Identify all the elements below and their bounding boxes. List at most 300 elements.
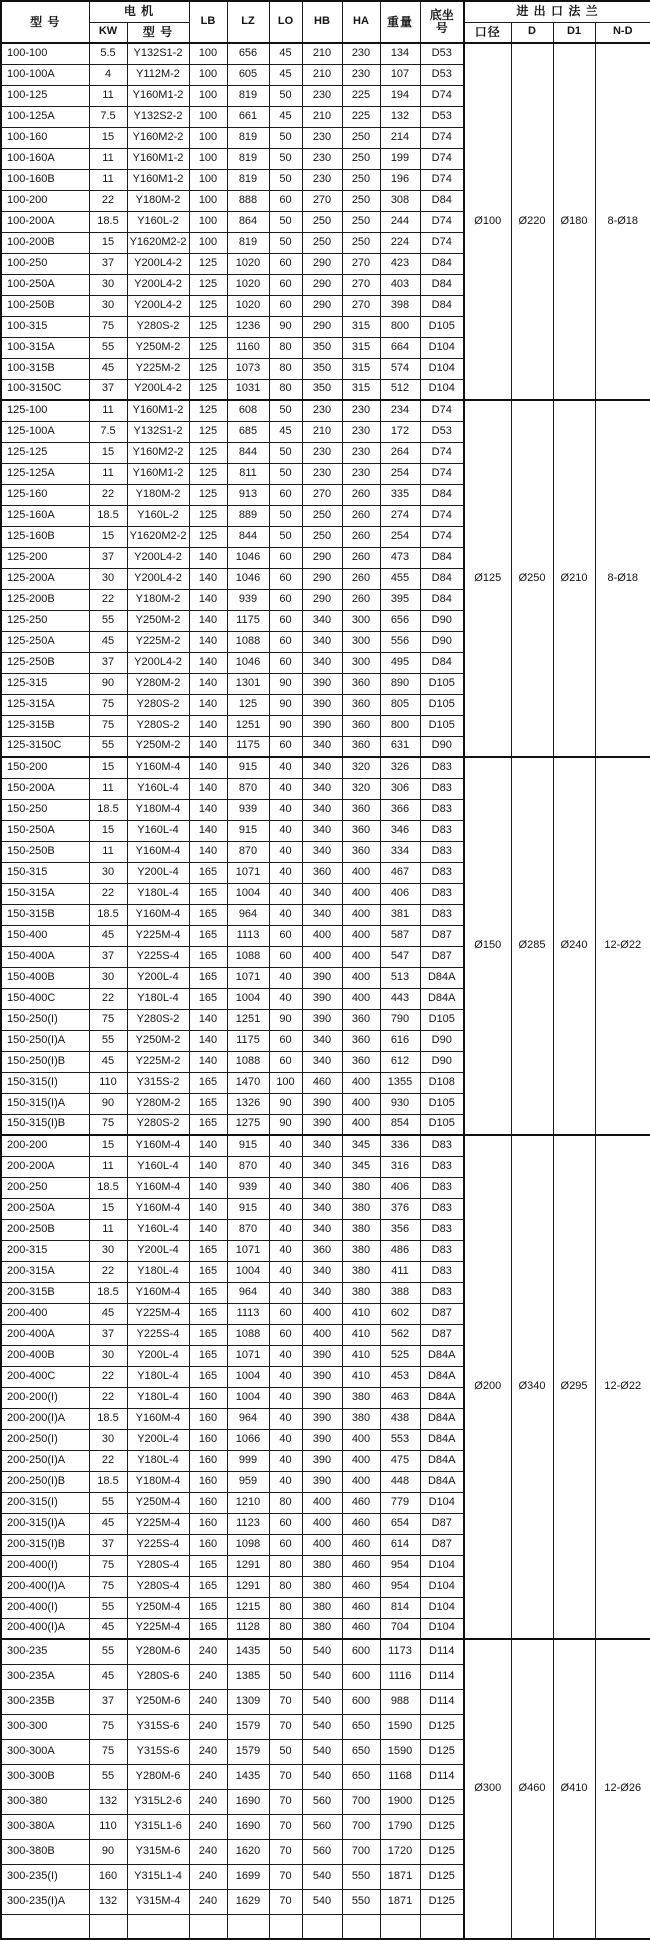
cell-model: 300-300A bbox=[1, 1739, 89, 1764]
cell-lz: 1088 bbox=[227, 946, 269, 967]
cell-lz: 1098 bbox=[227, 1534, 269, 1555]
cell-lz: 1020 bbox=[227, 295, 269, 316]
cell-kw: 75 bbox=[89, 316, 127, 337]
cell-base: D74 bbox=[420, 148, 464, 169]
cell-hb: 390 bbox=[302, 1366, 342, 1387]
cell-kw: 75 bbox=[89, 694, 127, 715]
cell-ha: 270 bbox=[342, 253, 380, 274]
cell-weight: 224 bbox=[380, 232, 420, 253]
cell-kw: 37 bbox=[89, 253, 127, 274]
cell-model: 100-200B bbox=[1, 232, 89, 253]
cell-model: 150-400C bbox=[1, 988, 89, 1009]
cell-lz: 1128 bbox=[227, 1618, 269, 1639]
cell-model: 200-250 bbox=[1, 1177, 89, 1198]
cell-motor-model: Y160L-2 bbox=[127, 211, 189, 232]
cell-base: D104 bbox=[420, 1492, 464, 1513]
flange-caliber: Ø200 bbox=[464, 1135, 511, 1639]
cell-lo: 50 bbox=[269, 148, 302, 169]
cell-lb: 240 bbox=[189, 1739, 227, 1764]
cell-lb: 160 bbox=[189, 1408, 227, 1429]
cell-kw: 45 bbox=[89, 925, 127, 946]
col-header-base-line1: 底坐 bbox=[429, 7, 454, 22]
cell-weight: 308 bbox=[380, 190, 420, 211]
cell-kw: 75 bbox=[89, 1114, 127, 1135]
cell-lz: 1251 bbox=[227, 1009, 269, 1030]
cell-motor-model: Y132S1-2 bbox=[127, 421, 189, 442]
cell-lo: 40 bbox=[269, 799, 302, 820]
cell-ha: 400 bbox=[342, 1093, 380, 1114]
flange-d: Ø285 bbox=[511, 757, 553, 1135]
cell-lz: 125 bbox=[227, 694, 269, 715]
cell-lb: 240 bbox=[189, 1889, 227, 1914]
cell-kw: 18.5 bbox=[89, 1408, 127, 1429]
cell-weight: 453 bbox=[380, 1366, 420, 1387]
cell-hb: 540 bbox=[302, 1714, 342, 1739]
cell-lb: 125 bbox=[189, 379, 227, 400]
cell-lz: 939 bbox=[227, 799, 269, 820]
cell-motor-model: Y200L-4 bbox=[127, 1429, 189, 1450]
cell-motor-model: Y180M-2 bbox=[127, 484, 189, 505]
cell-lo: 40 bbox=[269, 1198, 302, 1219]
cell-lb: 160 bbox=[189, 1492, 227, 1513]
cell-motor-model: Y160L-4 bbox=[127, 820, 189, 841]
cell-weight: 547 bbox=[380, 946, 420, 967]
cell-lo: 50 bbox=[269, 232, 302, 253]
cell-motor-model: Y225M-2 bbox=[127, 631, 189, 652]
cell-hb: 390 bbox=[302, 1471, 342, 1492]
cell-motor-model: Y200L-4 bbox=[127, 1345, 189, 1366]
cell-hb: 250 bbox=[302, 505, 342, 526]
cell-lz: 1046 bbox=[227, 652, 269, 673]
cell-weight: 1168 bbox=[380, 1764, 420, 1789]
cell-lz: 819 bbox=[227, 127, 269, 148]
cell-lz: 1215 bbox=[227, 1597, 269, 1618]
cell-ha: 460 bbox=[342, 1576, 380, 1597]
cell-lz: 1071 bbox=[227, 1240, 269, 1261]
flange-nd: 12-Ø22 bbox=[595, 757, 650, 1135]
cell-motor-model: Y160L-2 bbox=[127, 505, 189, 526]
cell-lb: 165 bbox=[189, 1261, 227, 1282]
cell-weight: 398 bbox=[380, 295, 420, 316]
col-header-motor-model: 型 号 bbox=[127, 22, 189, 43]
cell-ha: 250 bbox=[342, 127, 380, 148]
cell-lz: 1579 bbox=[227, 1714, 269, 1739]
cell-model: 150-315(I)B bbox=[1, 1114, 89, 1135]
col-header-lo: LO bbox=[269, 1, 302, 43]
flange-d1: Ø295 bbox=[553, 1135, 595, 1639]
cell-hb: 540 bbox=[302, 1739, 342, 1764]
cell-lb: 125 bbox=[189, 505, 227, 526]
cell-kw: 11 bbox=[89, 463, 127, 484]
cell-lz: 870 bbox=[227, 1156, 269, 1177]
cell-motor-model: Y250M-4 bbox=[127, 1492, 189, 1513]
cell-base: D84 bbox=[420, 568, 464, 589]
cell-model: 150-250 bbox=[1, 799, 89, 820]
col-header-d1: D1 bbox=[553, 22, 595, 43]
cell-model: 200-315B bbox=[1, 1282, 89, 1303]
cell-lo: 80 bbox=[269, 1597, 302, 1618]
cell-hb: 540 bbox=[302, 1864, 342, 1889]
cell-motor-model: Y160M-4 bbox=[127, 841, 189, 862]
cell-weight: 574 bbox=[380, 358, 420, 379]
cell-kw: 37 bbox=[89, 946, 127, 967]
cell-kw: 37 bbox=[89, 652, 127, 673]
cell-lo: 60 bbox=[269, 925, 302, 946]
cell-base: D114 bbox=[420, 1664, 464, 1689]
cell-ha: 260 bbox=[342, 526, 380, 547]
cell-weight: 1900 bbox=[380, 1789, 420, 1814]
cell-lo: 50 bbox=[269, 211, 302, 232]
cell-motor-model: Y180L-4 bbox=[127, 1387, 189, 1408]
cell-motor-model: Y160M-4 bbox=[127, 1177, 189, 1198]
cell-model: 125-3150C bbox=[1, 736, 89, 757]
cell-ha: 700 bbox=[342, 1814, 380, 1839]
col-header-base bbox=[420, 1, 464, 43]
cell-motor-model: Y225M-4 bbox=[127, 1303, 189, 1324]
cell-lb: 140 bbox=[189, 715, 227, 736]
cell-base: D83 bbox=[420, 841, 464, 862]
cell-lo: 80 bbox=[269, 379, 302, 400]
cell-ha: 260 bbox=[342, 484, 380, 505]
cell-kw: 37 bbox=[89, 547, 127, 568]
cell-ha: 380 bbox=[342, 1219, 380, 1240]
cell-lz: 1275 bbox=[227, 1114, 269, 1135]
cell-model: 200-200 bbox=[1, 1135, 89, 1156]
cell-hb: 340 bbox=[302, 652, 342, 673]
cell-kw: 55 bbox=[89, 337, 127, 358]
cell-hb: 290 bbox=[302, 295, 342, 316]
cell-motor-model: Y280S-4 bbox=[127, 1555, 189, 1576]
cell-motor-model: Y200L4-2 bbox=[127, 652, 189, 673]
cell-base: D84A bbox=[420, 1408, 464, 1429]
flange-nd: 8-Ø18 bbox=[595, 43, 650, 400]
cell-motor-model: Y280M-6 bbox=[127, 1764, 189, 1789]
table-row bbox=[1, 400, 650, 421]
cell-lz: 1620 bbox=[227, 1839, 269, 1864]
cell-lb: 165 bbox=[189, 1324, 227, 1345]
cell-lo: 40 bbox=[269, 757, 302, 778]
cell-weight: 1116 bbox=[380, 1664, 420, 1689]
cell-lo: 60 bbox=[269, 190, 302, 211]
cell-ha: 250 bbox=[342, 211, 380, 232]
cell-lo: 70 bbox=[269, 1789, 302, 1814]
cell-base: D114 bbox=[420, 1764, 464, 1789]
cell-lz: 864 bbox=[227, 211, 269, 232]
flange-d: Ø340 bbox=[511, 1135, 553, 1639]
cell-lo: 40 bbox=[269, 1450, 302, 1471]
cell-weight: 443 bbox=[380, 988, 420, 1009]
cell-kw: 15 bbox=[89, 232, 127, 253]
cell-model: 100-100A bbox=[1, 64, 89, 85]
cell-motor-model: Y200L4-2 bbox=[127, 568, 189, 589]
cell-lo: 40 bbox=[269, 988, 302, 1009]
cell-lo: 70 bbox=[269, 1889, 302, 1914]
cell-weight: 132 bbox=[380, 106, 420, 127]
cell-weight: 779 bbox=[380, 1492, 420, 1513]
cell-motor-model: Y280M-2 bbox=[127, 1093, 189, 1114]
cell-weight: 988 bbox=[380, 1689, 420, 1714]
cell-motor-model: Y132S1-2 bbox=[127, 43, 189, 64]
cell-lo: 50 bbox=[269, 1664, 302, 1689]
cell-model: 100-3150C bbox=[1, 379, 89, 400]
cell-motor-model: Y180L-4 bbox=[127, 883, 189, 904]
cell-lz: 1251 bbox=[227, 715, 269, 736]
cell-motor-model: Y160M1-2 bbox=[127, 400, 189, 421]
cell-ha: 230 bbox=[342, 64, 380, 85]
cell-lb: 140 bbox=[189, 778, 227, 799]
cell-lb: 165 bbox=[189, 1345, 227, 1366]
cell-model: 300-235A bbox=[1, 1664, 89, 1689]
cell-model: 200-400 bbox=[1, 1303, 89, 1324]
cell-lo: 90 bbox=[269, 316, 302, 337]
cell-base: D84A bbox=[420, 967, 464, 988]
cell-kw: 30 bbox=[89, 1240, 127, 1261]
cell-base: D84A bbox=[420, 1387, 464, 1408]
cell-model: 200-400(I) bbox=[1, 1555, 89, 1576]
cell-model: 150-200A bbox=[1, 778, 89, 799]
cell-model: 125-250A bbox=[1, 631, 89, 652]
cell-lb: 165 bbox=[189, 1555, 227, 1576]
cell-kw: 75 bbox=[89, 1576, 127, 1597]
cell-lo: 40 bbox=[269, 1366, 302, 1387]
cell-model: 125-160 bbox=[1, 484, 89, 505]
cell-lz: 1031 bbox=[227, 379, 269, 400]
cell-motor-model: Y160M-4 bbox=[127, 757, 189, 778]
cell-kw: 30 bbox=[89, 295, 127, 316]
cell-ha: 380 bbox=[342, 1282, 380, 1303]
cell-hb: 210 bbox=[302, 106, 342, 127]
flange-d1: Ø410 bbox=[553, 1639, 595, 1939]
cell-lz: 964 bbox=[227, 904, 269, 925]
cell-base: D90 bbox=[420, 631, 464, 652]
cell-weight: 346 bbox=[380, 820, 420, 841]
cell-hb: 250 bbox=[302, 526, 342, 547]
cell-lo: 50 bbox=[269, 400, 302, 421]
cell-kw: 45 bbox=[89, 1513, 127, 1534]
cell-lo: 60 bbox=[269, 568, 302, 589]
cell-lb: 165 bbox=[189, 862, 227, 883]
cell-lo: 60 bbox=[269, 589, 302, 610]
cell-model: 100-100 bbox=[1, 43, 89, 64]
cell-hb bbox=[302, 1914, 342, 1939]
cell-ha: 250 bbox=[342, 148, 380, 169]
cell-base: D125 bbox=[420, 1864, 464, 1889]
cell-kw: 30 bbox=[89, 568, 127, 589]
cell-ha: 320 bbox=[342, 778, 380, 799]
cell-ha: 360 bbox=[342, 820, 380, 841]
cell-base: D84A bbox=[420, 1366, 464, 1387]
cell-lb: 240 bbox=[189, 1789, 227, 1814]
cell-motor-model: Y200L-4 bbox=[127, 1240, 189, 1261]
cell-model: 200-315(I)A bbox=[1, 1513, 89, 1534]
cell-model: 200-315(I) bbox=[1, 1492, 89, 1513]
cell-hb: 390 bbox=[302, 1009, 342, 1030]
cell-model: 125-160B bbox=[1, 526, 89, 547]
cell-kw: 55 bbox=[89, 1030, 127, 1051]
cell-ha: 400 bbox=[342, 1072, 380, 1093]
cell-hb: 210 bbox=[302, 64, 342, 85]
cell-lo: 50 bbox=[269, 463, 302, 484]
cell-base: D83 bbox=[420, 1219, 464, 1240]
cell-lz: 913 bbox=[227, 484, 269, 505]
cell-lb: 140 bbox=[189, 1219, 227, 1240]
cell-ha: 400 bbox=[342, 1450, 380, 1471]
cell-lb: 140 bbox=[189, 1198, 227, 1219]
cell-lb: 140 bbox=[189, 820, 227, 841]
cell-hb: 340 bbox=[302, 757, 342, 778]
cell-lb: 100 bbox=[189, 85, 227, 106]
cell-lz: 1088 bbox=[227, 1051, 269, 1072]
cell-lz: 819 bbox=[227, 85, 269, 106]
cell-lz: 1175 bbox=[227, 1030, 269, 1051]
cell-ha: 270 bbox=[342, 295, 380, 316]
cell-kw: 7.5 bbox=[89, 421, 127, 442]
cell-hb: 230 bbox=[302, 127, 342, 148]
cell-lo: 60 bbox=[269, 1324, 302, 1345]
cell-motor-model bbox=[127, 1914, 189, 1939]
cell-weight: 704 bbox=[380, 1618, 420, 1639]
cell-ha: 380 bbox=[342, 1240, 380, 1261]
cell-model: 100-250A bbox=[1, 274, 89, 295]
cell-lb: 100 bbox=[189, 64, 227, 85]
cell-lz: 1326 bbox=[227, 1093, 269, 1114]
cell-lz: 1470 bbox=[227, 1072, 269, 1093]
cell-lo: 40 bbox=[269, 1345, 302, 1366]
cell-base: D83 bbox=[420, 1177, 464, 1198]
cell-ha: 380 bbox=[342, 1177, 380, 1198]
cell-hb: 340 bbox=[302, 631, 342, 652]
cell-lz: 1113 bbox=[227, 925, 269, 946]
cell-lo: 45 bbox=[269, 64, 302, 85]
cell-ha: 400 bbox=[342, 925, 380, 946]
cell-lz: 1020 bbox=[227, 274, 269, 295]
cell-model: 150-315A bbox=[1, 883, 89, 904]
cell-hb: 250 bbox=[302, 232, 342, 253]
cell-hb: 390 bbox=[302, 1093, 342, 1114]
cell-ha: 380 bbox=[342, 1408, 380, 1429]
cell-weight: 475 bbox=[380, 1450, 420, 1471]
col-header-nd: N-D bbox=[595, 22, 650, 43]
cell-hb: 540 bbox=[302, 1664, 342, 1689]
cell-motor-model: Y160M1-2 bbox=[127, 85, 189, 106]
cell-weight: 512 bbox=[380, 379, 420, 400]
cell-hb: 340 bbox=[302, 1177, 342, 1198]
cell-model: 125-125 bbox=[1, 442, 89, 463]
cell-hb: 340 bbox=[302, 1282, 342, 1303]
cell-lo: 40 bbox=[269, 841, 302, 862]
cell-motor-model: Y225M-2 bbox=[127, 1051, 189, 1072]
cell-motor-model: Y180M-2 bbox=[127, 589, 189, 610]
cell-model: 200-315A bbox=[1, 1261, 89, 1282]
cell-weight: 326 bbox=[380, 757, 420, 778]
cell-model: 200-400(I)A bbox=[1, 1576, 89, 1597]
cell-weight: 467 bbox=[380, 862, 420, 883]
cell-lb: 165 bbox=[189, 1597, 227, 1618]
cell-lb: 125 bbox=[189, 484, 227, 505]
cell-hb: 290 bbox=[302, 253, 342, 274]
cell-base: D84 bbox=[420, 652, 464, 673]
cell-ha: 650 bbox=[342, 1714, 380, 1739]
cell-weight: 336 bbox=[380, 1135, 420, 1156]
cell-base: D104 bbox=[420, 337, 464, 358]
cell-lz bbox=[227, 1914, 269, 1939]
cell-base: D83 bbox=[420, 1198, 464, 1219]
cell-ha: 400 bbox=[342, 1114, 380, 1135]
cell-kw: 45 bbox=[89, 1664, 127, 1689]
cell-motor-model: Y180L-4 bbox=[127, 1261, 189, 1282]
cell-ha: 600 bbox=[342, 1664, 380, 1689]
cell-motor-model: Y160L-4 bbox=[127, 1219, 189, 1240]
cell-base: D83 bbox=[420, 1261, 464, 1282]
cell-motor-model: Y180L-4 bbox=[127, 1366, 189, 1387]
cell-base: D87 bbox=[420, 925, 464, 946]
cell-weight: 1871 bbox=[380, 1864, 420, 1889]
cell-hb: 340 bbox=[302, 904, 342, 925]
cell-base: D108 bbox=[420, 1072, 464, 1093]
cell-kw: 11 bbox=[89, 169, 127, 190]
cell-motor-model: Y180M-4 bbox=[127, 1471, 189, 1492]
cell-hb: 540 bbox=[302, 1639, 342, 1664]
cell-lb: 165 bbox=[189, 1618, 227, 1639]
cell-model: 150-400B bbox=[1, 967, 89, 988]
cell-lb: 125 bbox=[189, 253, 227, 274]
cell-motor-model: Y280S-2 bbox=[127, 694, 189, 715]
cell-ha: 460 bbox=[342, 1513, 380, 1534]
cell-weight: 664 bbox=[380, 337, 420, 358]
cell-weight: 486 bbox=[380, 1240, 420, 1261]
cell-motor-model: Y160M-4 bbox=[127, 1135, 189, 1156]
cell-lb: 140 bbox=[189, 631, 227, 652]
cell-kw: 90 bbox=[89, 673, 127, 694]
cell-motor-model: Y180M-2 bbox=[127, 190, 189, 211]
cell-motor-model: Y160L-4 bbox=[127, 1156, 189, 1177]
cell-weight: 612 bbox=[380, 1051, 420, 1072]
cell-base: D104 bbox=[420, 1597, 464, 1618]
cell-lb: 165 bbox=[189, 883, 227, 904]
cell-model: 150-250B bbox=[1, 841, 89, 862]
cell-motor-model: Y315L1-6 bbox=[127, 1814, 189, 1839]
cell-motor-model: Y225M-2 bbox=[127, 358, 189, 379]
cell-kw: 110 bbox=[89, 1072, 127, 1093]
cell-model: 100-160A bbox=[1, 148, 89, 169]
cell-ha: 380 bbox=[342, 1387, 380, 1408]
cell-kw: 90 bbox=[89, 1093, 127, 1114]
cell-model: 125-160A bbox=[1, 505, 89, 526]
col-header-model: 型 号 bbox=[1, 1, 89, 43]
cell-kw: 110 bbox=[89, 1814, 127, 1839]
cell-model: 100-200A bbox=[1, 211, 89, 232]
cell-model: 100-160 bbox=[1, 127, 89, 148]
cell-motor-model: Y225M-4 bbox=[127, 1618, 189, 1639]
col-header-lb: LB bbox=[189, 1, 227, 43]
cell-lz: 1236 bbox=[227, 316, 269, 337]
cell-model: 200-200(I) bbox=[1, 1387, 89, 1408]
cell-lo: 60 bbox=[269, 547, 302, 568]
cell-model: 100-125 bbox=[1, 85, 89, 106]
cell-base: D74 bbox=[420, 442, 464, 463]
cell-lb: 100 bbox=[189, 169, 227, 190]
cell-weight: 854 bbox=[380, 1114, 420, 1135]
cell-kw: 30 bbox=[89, 1429, 127, 1450]
cell-motor-model: Y280M-2 bbox=[127, 673, 189, 694]
cell-model: 150-200 bbox=[1, 757, 89, 778]
cell-kw: 132 bbox=[89, 1889, 127, 1914]
cell-base: D83 bbox=[420, 904, 464, 925]
cell-model: 125-200 bbox=[1, 547, 89, 568]
cell-lz: 1385 bbox=[227, 1664, 269, 1689]
cell-lb: 125 bbox=[189, 337, 227, 358]
cell-lo: 100 bbox=[269, 1072, 302, 1093]
